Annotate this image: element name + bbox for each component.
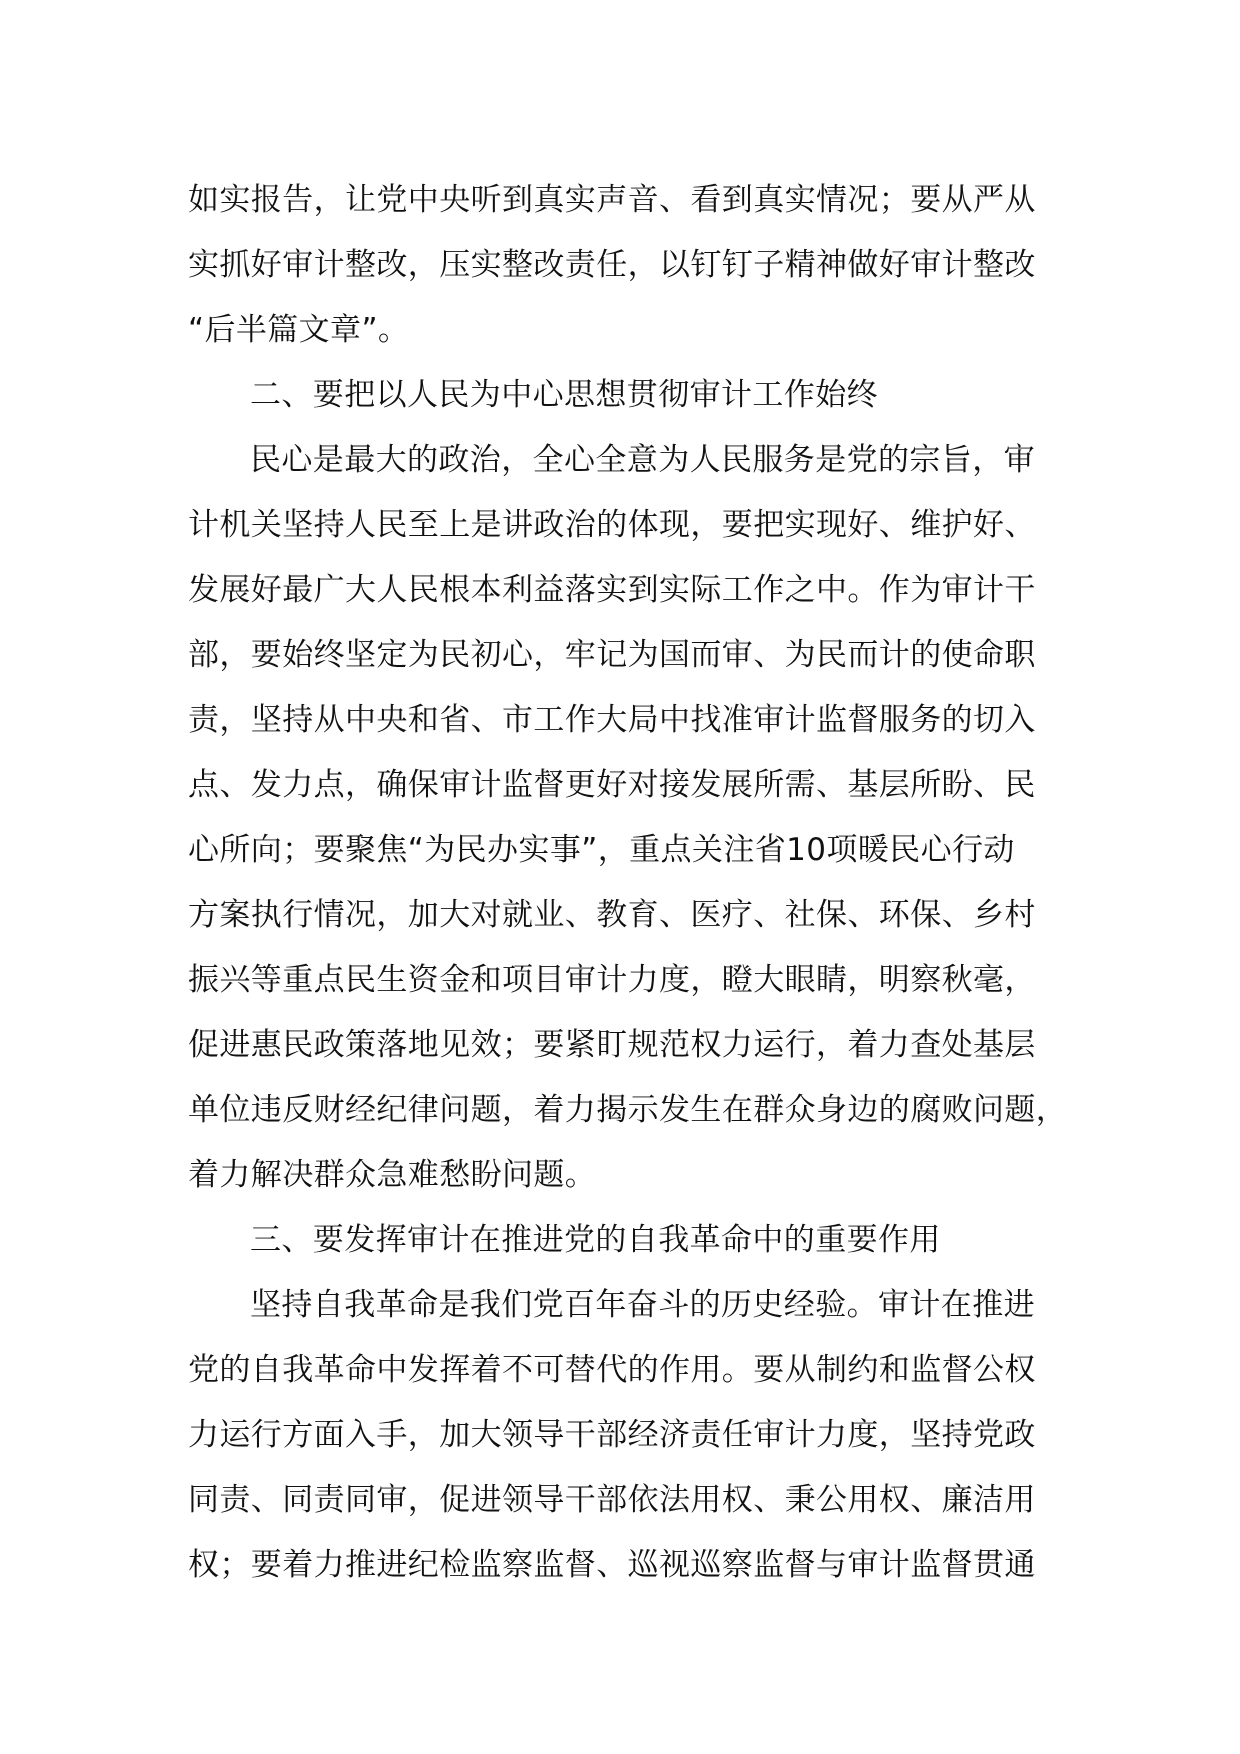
text-line: 力运行方面入手，加大领导干部经济责任审计力度，坚持党政	[188, 1417, 1036, 1453]
text-line: 部，要始终坚定为民初心，牢记为国而审、为民而计的使命职	[188, 637, 1036, 673]
section-heading: 二、要把以人民为中心思想贯彻审计工作始终	[250, 377, 878, 413]
text-line: 心所向；要聚焦“为民办实事”，重点关注省10项暖民心行动	[188, 832, 1015, 868]
section-heading: 三、要发挥审计在推进党的自我革命中的重要作用	[250, 1222, 941, 1258]
text-line: 权；要着力推进纪检监察监督、巡视巡察监督与审计监督贯通	[188, 1547, 1036, 1583]
text-line: 着力解决群众急难愁盼问题。	[188, 1157, 597, 1193]
text-line: 党的自我革命中发挥着不可替代的作用。要从制约和监督公权	[188, 1352, 1036, 1388]
text-line: 责，坚持从中央和省、市工作大局中找准审计监督服务的切入	[188, 702, 1036, 738]
text-line: 方案执行情况，加大对就业、教育、医疗、社保、环保、乡村	[188, 897, 1036, 933]
text-line: 民心是最大的政治，全心全意为人民服务是党的宗旨，审	[250, 442, 1035, 478]
document-body	[188, 168, 1078, 1598]
text-line: 同责、同责同审，促进领导干部依法用权、秉公用权、廉洁用	[188, 1482, 1036, 1518]
text-line: 如实报告，让党中央听到真实声音、看到真实情况；要从严从	[188, 182, 1036, 218]
text-line: 坚持自我革命是我们党百年奋斗的历史经验。审计在推进	[250, 1287, 1035, 1323]
text-line: 实抓好审计整改，压实整改责任，以钉钉子精神做好审计整改	[188, 247, 1036, 283]
text-line: 计机关坚持人民至上是讲政治的体现，要把实现好、维护好、	[188, 507, 1036, 543]
text-line: 发展好最广大人民根本利益落实到实际工作之中。作为审计干	[188, 572, 1036, 608]
text-line: “后半篇文章”。	[188, 312, 410, 348]
text-line: 促进惠民政策落地见效；要紧盯规范权力运行，着力查处基层	[188, 1027, 1036, 1063]
text-line: 振兴等重点民生资金和项目审计力度，瞪大眼睛，明察秋毫，	[188, 962, 1036, 998]
text-line: 点、发力点，确保审计监督更好对接发展所需、基层所盼、民	[188, 767, 1036, 803]
text-line: 单位违反财经纪律问题，着力揭示发生在群众身边的腐败问题，	[188, 1092, 1068, 1128]
